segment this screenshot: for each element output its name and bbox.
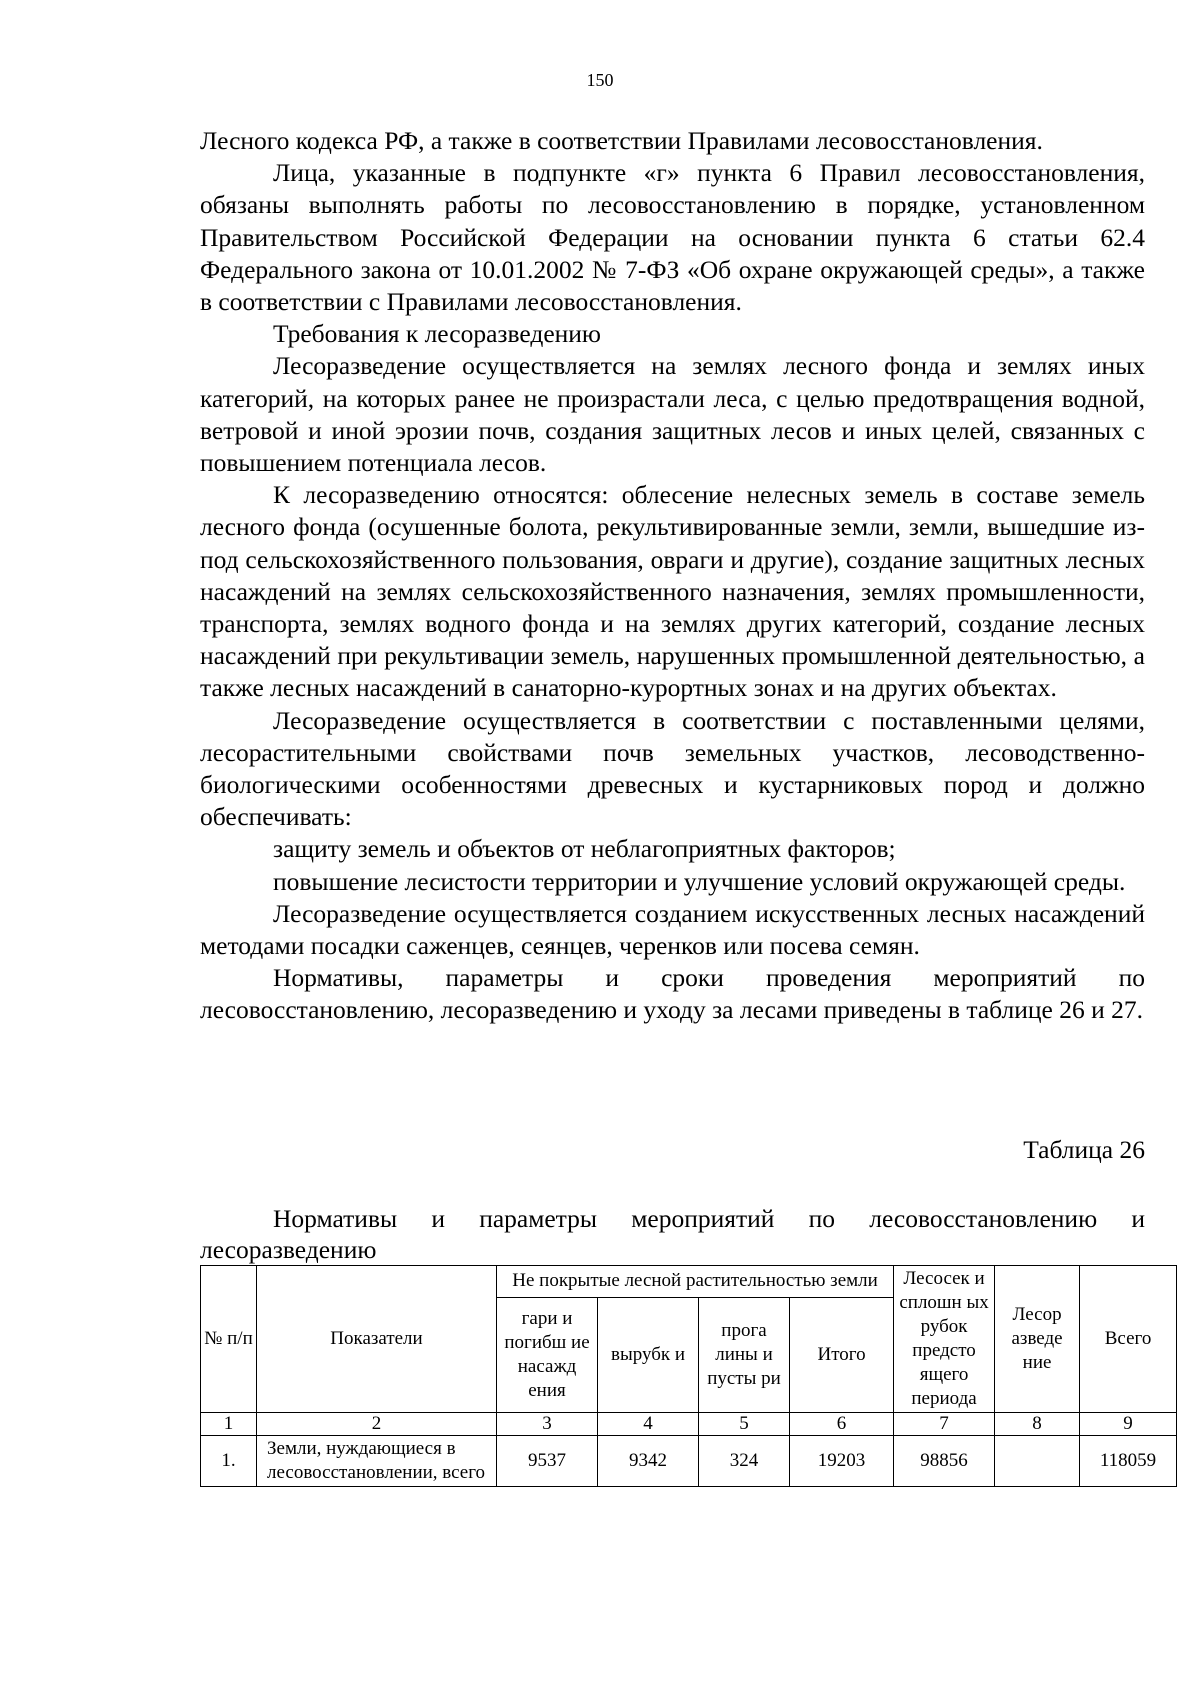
header-num: № п/п <box>201 1266 257 1413</box>
paragraph: Нормативы, параметры и сроки проведения мероприятий по лесовосстановлению, лесоразведению и уходу за лесами приведены в таблице 26 и 27. <box>200 963 1145 1025</box>
table-header-row <box>201 1266 1177 1298</box>
column-number: 4 <box>598 1413 699 1436</box>
column-number: 8 <box>995 1413 1080 1436</box>
header-cutting-areas: Лесосек и сплошн ых рубок предсто ящего периода <box>894 1266 995 1413</box>
cell-cutting-areas: 98856 <box>894 1436 995 1487</box>
list-item: защиту земель и объектов от неблагоприятных факторов; <box>273 834 896 864</box>
column-number: 9 <box>1080 1413 1177 1436</box>
header-afforestation: Лесор азведе ние <box>995 1266 1080 1413</box>
cell-glades: 324 <box>699 1436 790 1487</box>
column-number: 7 <box>894 1413 995 1436</box>
cell-afforestation <box>995 1436 1080 1487</box>
section-heading: Требования к лесоразведению <box>273 319 601 349</box>
body-text <box>200 125 1145 1027</box>
column-number-row <box>201 1413 1177 1436</box>
header-total: Итого <box>790 1297 894 1413</box>
cell-grand-total: 118059 <box>1080 1436 1177 1487</box>
paragraph: Лесоразведение осуществляется в соответствии с поставленными целями, лесорастительными свойствами почв земельных участков, лесоводственно-биологическими особенностями древесных и кустарниковых пород и должно обеспечивать: <box>200 705 1145 832</box>
paragraph: К лесоразведению относятся: облесение нелесных земель в составе земель лесного фонда (осушенные болота, рекультивированные земли, земли, вышедшие из-под сельскохозяйственного пользования, овраги и другие), создание защитных лесных насаждений на землях сельскохозяйственного назначения, землях промышленности, транспорта, землях водного фонда и на землях других категорий, создание лесных насаждений при рекультивации земель, нарушенных промышленной деятельностью, а также лесных насаждений в санаторно-курортных зонах и на других объектах. <box>200 480 1145 703</box>
header-grand-total: Всего <box>1080 1266 1177 1413</box>
paragraph: Лесного кодекса РФ, а также в соответствии Правилами лесовосстановления. <box>200 126 1043 155</box>
table-title: Нормативы и параметры мероприятий по лесовосстановлению и лесоразведению <box>200 1204 1145 1264</box>
paragraph: Лица, указанные в подпункте «г» пункта 6 Правил лесовосстановления, обязаны выполнять работы по лесовосстановлению в порядке, установленном Правительством Российской Федерации на основании пункта 6 статьи 62.4 Федерального закона от 10.01.2002 № 7-ФЗ «Об охране окружающей среды», а также в соответствии с Правилами лесовосстановления. <box>200 158 1145 317</box>
data-table <box>200 1265 1177 1487</box>
paragraph: Лесоразведение осуществляется на землях лесного фонда и землях иных категорий, на которых ранее не произрастали леса, с целью предотвращения водной, ветровой и иной эрозии почв, создания защитных лесов и иных целей, связанных с повышением потенциала лесов. <box>200 351 1145 478</box>
column-number: 1 <box>201 1413 257 1436</box>
column-number: 2 <box>257 1413 497 1436</box>
table-caption: Таблица 26 <box>1023 1135 1145 1164</box>
cell-total: 19203 <box>790 1436 894 1487</box>
cell-clearings: 9342 <box>598 1436 699 1487</box>
column-number: 5 <box>699 1413 790 1436</box>
list-item: повышение лесистости территории и улучшение условий окружающей среды. <box>273 866 1126 896</box>
cell-burnt: 9537 <box>497 1436 598 1487</box>
column-number: 3 <box>497 1413 598 1436</box>
column-number: 6 <box>790 1413 894 1436</box>
header-glades: прога лины и пусты ри <box>699 1297 790 1413</box>
cell-indicator: Земли, нуждающиеся в лесовосстановлении, всего <box>257 1436 497 1487</box>
cell-num: 1. <box>201 1436 257 1487</box>
table-row <box>201 1436 1177 1487</box>
header-clearings: вырубк и <box>598 1297 699 1413</box>
paragraph: Лесоразведение осуществляется созданием искусственных лесных насаждений методами посадки саженцев, сеянцев, черенков или посева семян. <box>200 898 1145 961</box>
header-indicators: Показатели <box>257 1266 497 1413</box>
header-not-covered: Не покрытые лесной растительностью земли <box>497 1266 894 1298</box>
header-burnt: гари и погибш ие насажд ения <box>497 1297 598 1413</box>
page-number: 150 <box>586 70 614 90</box>
